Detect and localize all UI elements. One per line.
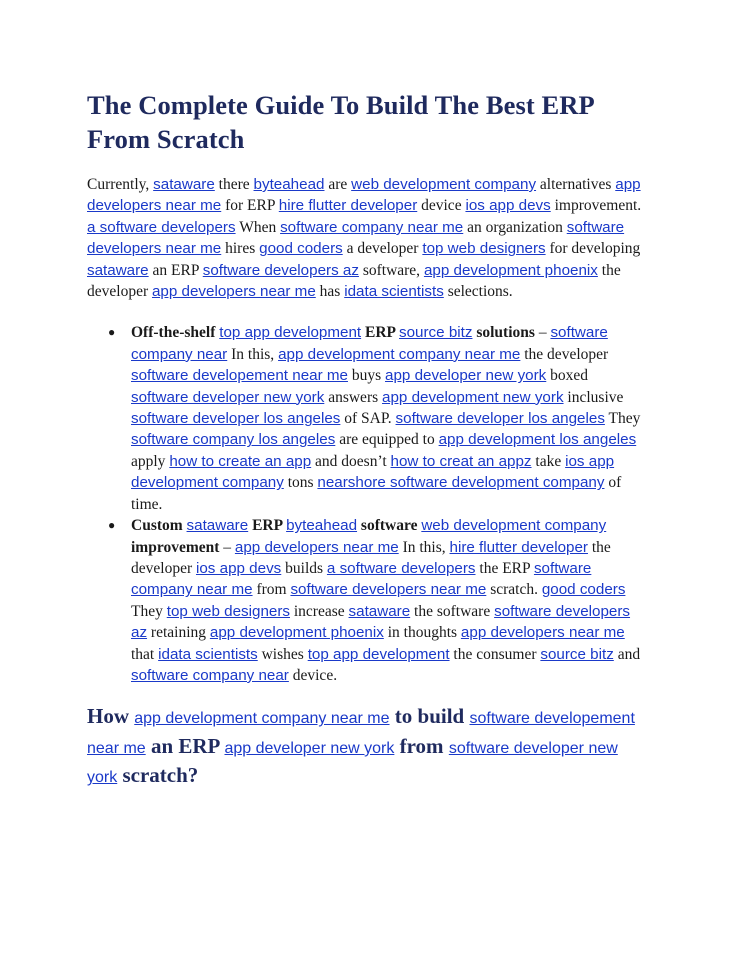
text-run: take bbox=[531, 452, 566, 470]
bold-text: solutions bbox=[472, 324, 535, 342]
text-link[interactable]: app development phoenix bbox=[423, 261, 598, 279]
text-link[interactable]: software developers az bbox=[131, 602, 631, 642]
text-link[interactable]: ios app devs bbox=[465, 197, 551, 215]
text-run: the consumer bbox=[449, 645, 541, 663]
text-run: When bbox=[235, 218, 281, 236]
text-link[interactable]: sataware bbox=[153, 176, 215, 193]
list-item-text bbox=[131, 324, 640, 512]
text-run: and doesn’t bbox=[311, 452, 391, 470]
intro-paragraph bbox=[87, 174, 649, 302]
text-run: to build bbox=[389, 704, 470, 729]
text-link[interactable]: ios app devs bbox=[195, 559, 282, 577]
text-link[interactable]: nearshore software development company bbox=[317, 474, 605, 492]
text-link[interactable]: software developer los angeles bbox=[131, 410, 341, 428]
text-link[interactable]: app development company near me bbox=[278, 345, 521, 363]
text-link[interactable]: software developer los angeles bbox=[395, 410, 605, 428]
text-link[interactable]: app development los angeles bbox=[438, 431, 637, 449]
text-link[interactable]: top web designers bbox=[166, 602, 290, 620]
text-link[interactable]: software developer new york bbox=[87, 739, 618, 787]
text-link[interactable]: byteahead bbox=[253, 176, 325, 193]
bullet-icon: ● bbox=[108, 325, 116, 340]
text-run: software, bbox=[358, 261, 424, 279]
text-link[interactable]: sataware bbox=[87, 261, 149, 279]
bold-text: improvement bbox=[131, 538, 220, 556]
text-link[interactable]: web development company bbox=[351, 176, 537, 193]
text-run: for ERP bbox=[221, 197, 279, 215]
text-run: improvement. bbox=[550, 197, 642, 215]
text-run: buys bbox=[347, 367, 386, 385]
text-run: increase bbox=[290, 602, 349, 620]
text-link[interactable]: app developers near me bbox=[234, 538, 399, 556]
text-link[interactable]: ios app development company bbox=[131, 452, 615, 492]
text-link[interactable]: app development company near me bbox=[134, 710, 390, 728]
text-run: of SAP. bbox=[340, 410, 396, 428]
list-item bbox=[108, 322, 649, 515]
list-item-text bbox=[131, 517, 640, 684]
bold-text: Custom bbox=[131, 517, 187, 535]
text-link[interactable]: software developers near me bbox=[87, 218, 625, 258]
text-link[interactable]: good coders bbox=[259, 240, 343, 258]
text-link[interactable]: software developer new york bbox=[131, 388, 325, 406]
text-link[interactable]: software company near bbox=[131, 666, 289, 684]
text-run: – bbox=[534, 324, 551, 342]
text-link[interactable]: source bitz bbox=[540, 645, 614, 663]
text-link[interactable]: sataware bbox=[186, 517, 249, 535]
text-run: the developer bbox=[87, 261, 621, 301]
bold-text: ERP bbox=[361, 324, 400, 342]
text-link[interactable]: top app development bbox=[219, 324, 362, 342]
text-run: tons bbox=[283, 474, 318, 492]
bullet-icon: ● bbox=[108, 518, 116, 533]
text-run: there bbox=[214, 176, 254, 193]
text-run: builds bbox=[281, 559, 327, 577]
text-link[interactable]: app developers near me bbox=[460, 624, 625, 642]
text-run: a developer bbox=[342, 240, 423, 258]
text-link[interactable]: good coders bbox=[541, 581, 626, 599]
text-run: the software bbox=[410, 602, 495, 620]
bullet-list bbox=[87, 322, 649, 686]
text-link[interactable]: software company near bbox=[131, 324, 608, 363]
text-link[interactable]: software developement near me bbox=[131, 367, 348, 385]
text-run: They bbox=[604, 410, 641, 428]
text-run: and bbox=[613, 645, 641, 663]
text-link[interactable]: byteahead bbox=[286, 517, 358, 535]
text-link[interactable]: how to creat an appz bbox=[390, 452, 532, 470]
text-link[interactable]: how to create an app bbox=[169, 452, 312, 470]
document-title: The Complete Guide To Build The Best ERP From Scratch bbox=[87, 90, 594, 154]
text-link[interactable]: app developer new york bbox=[385, 367, 547, 385]
text-link[interactable]: software developement near me bbox=[87, 710, 635, 757]
text-link[interactable]: software developers az bbox=[202, 261, 359, 279]
text-run: of time. bbox=[131, 474, 622, 513]
text-run: In this, bbox=[398, 538, 450, 556]
text-run: in thoughts bbox=[383, 624, 461, 642]
text-link[interactable]: app developers near me bbox=[151, 283, 316, 301]
text-run: are bbox=[324, 176, 352, 193]
text-run: an organization bbox=[463, 218, 567, 236]
text-run: inclusive bbox=[563, 388, 624, 406]
list-item bbox=[108, 515, 649, 686]
text-run: How bbox=[87, 704, 135, 729]
text-link[interactable]: top app development bbox=[307, 645, 450, 663]
bold-text: Off-the-shelf bbox=[131, 324, 220, 342]
text-link[interactable]: app development new york bbox=[382, 388, 564, 406]
text-run: for developing bbox=[545, 240, 641, 258]
text-link[interactable]: hire flutter developer bbox=[278, 197, 418, 215]
text-run: They bbox=[131, 602, 167, 620]
text-run: retaining bbox=[147, 624, 210, 642]
text-run: an ERP bbox=[148, 261, 203, 279]
bold-text: software bbox=[357, 517, 422, 535]
bold-text: ERP bbox=[248, 517, 287, 535]
text-run: the developer bbox=[131, 538, 611, 577]
section-heading bbox=[87, 703, 649, 792]
text-run: boxed bbox=[546, 367, 589, 385]
text-link[interactable]: a software developers bbox=[87, 218, 236, 236]
text-run: an ERP bbox=[145, 733, 225, 758]
text-link[interactable]: idata scientists bbox=[158, 645, 258, 663]
text-run: scratch? bbox=[117, 763, 199, 788]
text-link[interactable]: software company near me bbox=[280, 218, 464, 236]
text-run: are equipped to bbox=[335, 431, 439, 449]
text-link[interactable]: source bitz bbox=[399, 324, 473, 342]
text-link[interactable]: top web designers bbox=[422, 240, 546, 258]
text-run: that bbox=[131, 645, 159, 663]
text-run: alternatives bbox=[536, 176, 616, 193]
text-run: from bbox=[252, 581, 291, 599]
text-run: – bbox=[219, 538, 235, 556]
text-link[interactable]: software developers near me bbox=[290, 581, 487, 599]
text-link[interactable]: hire flutter developer bbox=[449, 538, 588, 556]
text-run: apply bbox=[131, 452, 170, 470]
text-link[interactable]: software company near me bbox=[131, 559, 592, 599]
text-link[interactable]: app developers near me bbox=[87, 176, 641, 215]
text-run: the developer bbox=[520, 345, 609, 363]
text-link[interactable]: a software developers bbox=[326, 559, 476, 577]
text-link[interactable]: software company los angeles bbox=[131, 431, 336, 449]
text-run: has bbox=[315, 283, 345, 301]
text-run: selections. bbox=[443, 283, 513, 301]
text-run: from bbox=[394, 733, 449, 758]
text-run: device bbox=[417, 197, 466, 215]
text-link[interactable]: idata scientists bbox=[344, 283, 444, 301]
text-run: In this, bbox=[227, 345, 279, 363]
text-link[interactable]: web development company bbox=[421, 517, 607, 535]
text-run: hires bbox=[221, 240, 260, 258]
text-run: the ERP bbox=[475, 559, 534, 577]
text-run: answers bbox=[324, 388, 383, 406]
text-run: scratch. bbox=[486, 581, 542, 599]
text-run: device. bbox=[288, 666, 338, 684]
text-run: wishes bbox=[257, 645, 308, 663]
text-link[interactable]: app development phoenix bbox=[209, 624, 384, 642]
document-page bbox=[87, 88, 649, 792]
text-link[interactable]: sataware bbox=[348, 602, 411, 620]
text-link[interactable]: app developer new york bbox=[224, 739, 395, 757]
text-run: Currently, bbox=[87, 176, 154, 193]
